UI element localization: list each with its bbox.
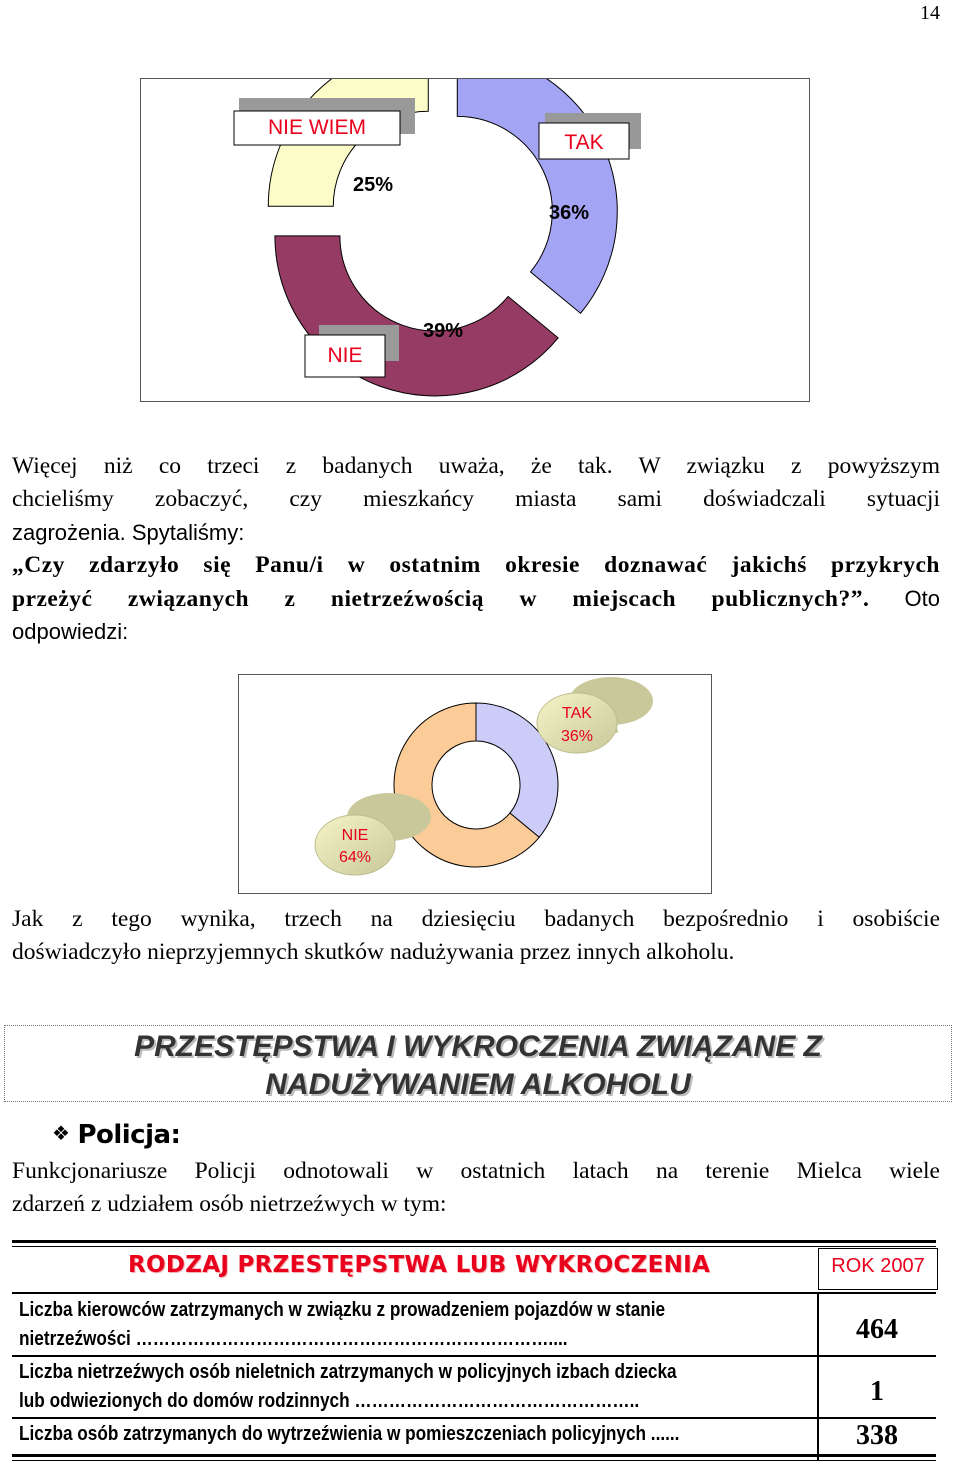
table-row-2-value: 1	[870, 1376, 884, 1407]
table-row-3-value: 338	[856, 1420, 898, 1451]
table-top-rule	[12, 1240, 936, 1243]
oto-text: Oto	[869, 586, 940, 611]
offences-table	[12, 1240, 936, 1466]
paragraph-1-line-1: Więcej niż co trzeci z badanych uważa, że tak. W związku z powyższym	[12, 453, 940, 479]
label-cylinder-tak	[537, 677, 653, 753]
question-line-2-wrap	[12, 582, 940, 616]
table-row-1-label	[19, 1296, 819, 1354]
diamond-bullet-icon: ❖	[52, 1121, 70, 1145]
table-row-2-line-1: Liczba nietrzeźwych osób nieletnich zatrzymanych w policyjnych izbach dziecka	[19, 1361, 677, 1383]
policja-heading	[52, 1120, 180, 1150]
table-header-type: RODZAJ PRZESTĘPSTWA LUB WYKROCZENIA	[128, 1252, 711, 1278]
table-row-rule-2	[12, 1417, 936, 1419]
table-header-year: ROK 2007	[818, 1248, 938, 1290]
table-top-rule-inner	[12, 1246, 936, 1247]
table-row-1-value: 464	[856, 1314, 898, 1345]
policja-heading-text: Policja:	[77, 1120, 181, 1150]
table-row-2-line-2: lub odwiezionych do domów rodzinnych …………………………………………..	[19, 1390, 640, 1412]
label-nie: NIE	[327, 344, 363, 367]
police-paragraph-line-1: Funkcjonariusze Policji odnotowali w ostatnich latach na terenie Mielca wiele	[12, 1158, 940, 1184]
table-row-1-line-2: nietrzeźwości ………………………………………………………………....	[19, 1328, 568, 1350]
value-label-nie: 64%	[338, 849, 372, 866]
section-heading-line-2: NADUŻYWANIEM ALKOHOLU	[265, 1068, 691, 1101]
table-bottom-rule	[12, 1454, 936, 1457]
section-heading	[5, 1028, 951, 1104]
question-line-1: „Czy zdarzyło się Panu/i w ostatnim okresie doznawać jakichś przykrych	[12, 552, 940, 578]
table-row-1-line-1: Liczba kierowców zatrzymanych w związku z prowadzeniem pojazdów w stanie	[19, 1299, 666, 1321]
table-row-3-label: Liczba osób zatrzymanych do wytrzeźwienia w pomieszczeniach policyjnych ......	[19, 1423, 680, 1445]
label-tak: TAK	[564, 131, 604, 154]
value-label-nie: 39%	[422, 320, 464, 342]
question-line-2: przeżyć związanych z nietrzeźwością w miejscach publicznych?”.	[12, 586, 870, 612]
label-box-nie	[305, 325, 399, 377]
section-heading-line-1: PRZESTĘPSTWA I WYKROCZENIA ZWIĄZANE Z	[134, 1030, 822, 1063]
value-label-tak: 36%	[560, 728, 594, 745]
paragraph-1-line-6: odpowiedzi:	[12, 619, 129, 644]
paragraph-2-line-2: doświadczyło nieprzyjemnych skutków nadużywania przez innych alkoholu.	[12, 939, 735, 965]
chart-tak-nie	[238, 674, 712, 894]
page-number: 14	[920, 2, 940, 24]
label-nie: NIE	[341, 827, 369, 844]
table-bottom-rule-inner	[12, 1460, 936, 1461]
value-label-tak: 36%	[548, 202, 590, 224]
table-row-rule-1	[12, 1355, 936, 1357]
value-label-nie-wiem: 25%	[352, 174, 394, 196]
paragraph-2-line-1: Jak z tego wynika, trzech na dziesięciu badanych bezpośrednio i osobiście	[12, 906, 940, 932]
paragraph-1-line-3: zagrożenia. Spytaliśmy:	[12, 520, 245, 545]
label-cylinder-nie	[315, 793, 431, 875]
table-row-2-label	[19, 1358, 819, 1416]
chart-tak-nie-niewiem	[140, 78, 810, 402]
label-tak: TAK	[562, 705, 592, 722]
police-paragraph-line-2: zdarzeń z udziałem osób nietrzeźwych w tym:	[12, 1191, 447, 1217]
section-heading-box	[4, 1025, 952, 1102]
label-box-nie-wiem	[234, 98, 415, 145]
table-header-rule	[12, 1292, 936, 1294]
label-box-tak	[539, 113, 641, 159]
paragraph-1-line-2: chcieliśmy zobaczyć, czy mieszkańcy miasta sami doświadczali sytuacji	[12, 486, 940, 512]
label-nie-wiem: NIE WIEM	[268, 116, 366, 139]
